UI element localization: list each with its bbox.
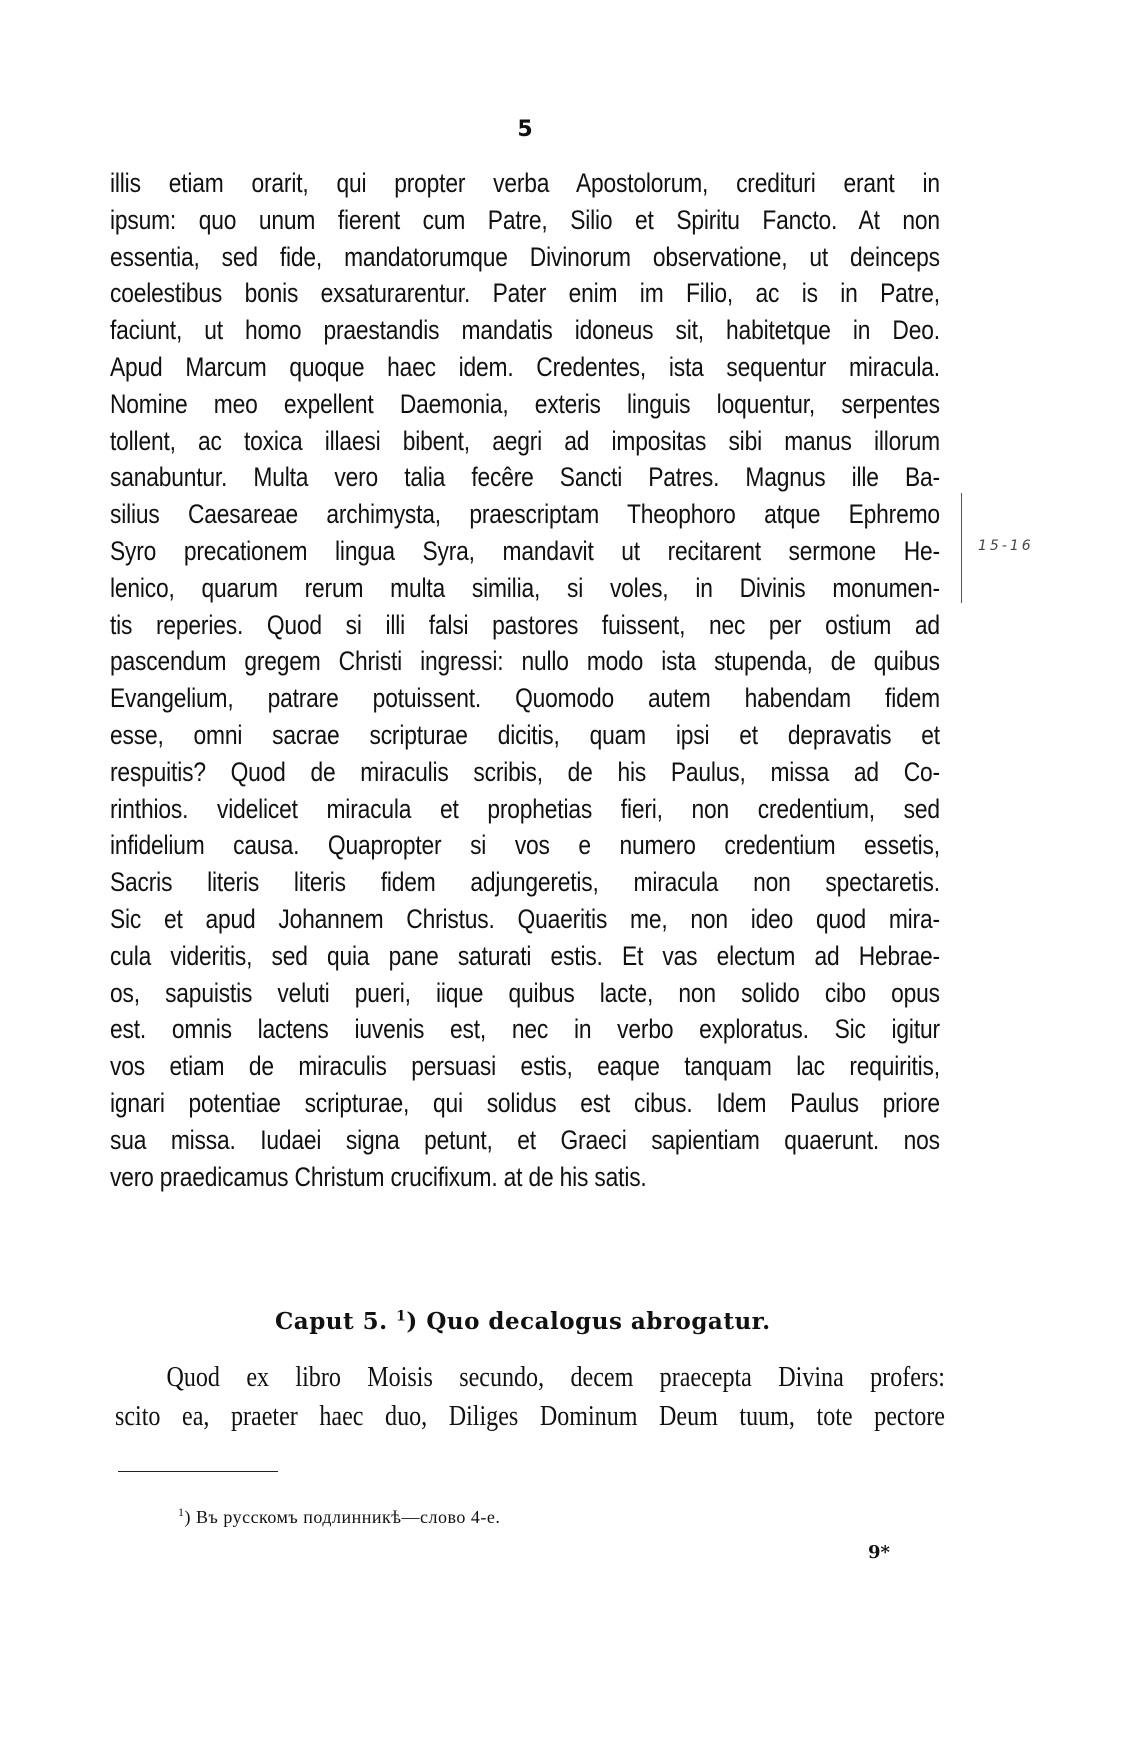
text-line: est. omnis lactens iuvenis est, nec in verbo exploratus. Sic igitur bbox=[110, 1014, 940, 1045]
footnote-marker: 1 bbox=[178, 1505, 185, 1519]
text-line: esse, omni sacrae scripturae dicitis, quam ipsi et depravatis et bbox=[110, 719, 940, 750]
main-text-block bbox=[110, 165, 940, 1195]
chapter-label: Caput 5. bbox=[275, 1308, 388, 1335]
text-line: sanabuntur. Multa vero talia fecêre Sancti Patres. Magnus ille Ba- bbox=[110, 462, 940, 493]
text-line: vero praedicamus Christum crucifixum. at de his satis. bbox=[110, 1161, 647, 1192]
chapter-heading bbox=[275, 1308, 771, 1335]
text-line: ignari potentiae scripturae, qui solidus est cibus. Idem Paulus priore bbox=[110, 1087, 940, 1118]
text-line: ipsum: quo unum fierent cum Patre, Silio et Spiritu Fancto. At non bbox=[110, 204, 940, 235]
text-line: faciunt, ut homo praestandis mandatis idoneus sit, habitetque in Deo. bbox=[110, 315, 940, 346]
page-number: 5 bbox=[517, 117, 533, 142]
footnote-divider bbox=[118, 1471, 278, 1472]
text-line: coelestibus bonis exsaturarentur. Pater enim im Filio, ac is in Patre, bbox=[110, 278, 940, 309]
text-line: cula videritis, sed quia pane saturati estis. Et vas electum ad Hebrae- bbox=[110, 940, 940, 971]
chapter-text-block bbox=[115, 1358, 946, 1436]
chapter-text-line: scito ea, praeter haec duo, Diliges Dominum Deum tuum, tote pectore bbox=[115, 1400, 945, 1432]
text-line: Sacris literis literis fidem adjungeretis, miracula non spectaretis. bbox=[110, 867, 940, 898]
text-line: lenico, quarum rerum multa similia, si voles, in Divinis monumen- bbox=[110, 572, 940, 603]
text-line: Syro precationem lingua Syra, mandavit ut recitarent sermone He- bbox=[110, 535, 940, 566]
text-line: essentia, sed fide, mandatorumque Divinorum observatione, ut deinceps bbox=[110, 241, 940, 272]
text-line: Evangelium, patrare potuissent. Quomodo autem habendam fidem bbox=[110, 683, 940, 714]
text-line: Nomine meo expellent Daemonia, exteris linguis loquentur, serpentes bbox=[110, 388, 940, 419]
footnote bbox=[178, 1505, 500, 1528]
text-line: tollent, ac toxica illaesi bibent, aegri ad impositas sibi manus illorum bbox=[110, 425, 940, 456]
chapter-footnote-ref: 1 bbox=[396, 1308, 407, 1325]
text-line: tis reperies. Quod si illi falsi pastores fuissent, nec per ostium ad bbox=[110, 609, 940, 640]
text-line: rinthios. videlicet miracula et prophetias fieri, non credentium, sed bbox=[110, 793, 940, 824]
footnote-text: Въ русскомъ подлинникѣ—слово 4-е. bbox=[196, 1507, 501, 1527]
text-line: os, sapuistis veluti pueri, iique quibus lacte, non solido cibo opus bbox=[110, 977, 940, 1008]
text-line: sua missa. Iudaei signa petunt, et Graeci sapientiam quaerunt. nos bbox=[110, 1124, 940, 1155]
text-line: respuitis? Quod de miraculis scribis, de his Paulus, missa ad Co- bbox=[110, 756, 940, 787]
text-line: silius Caesareae archimysta, praescriptam Theophoro atque Ephremo bbox=[110, 499, 940, 530]
text-line: infidelium causa. Quapropter si vos e numero credentium essetis, bbox=[110, 830, 940, 861]
text-line: pascendum gregem Christi ingressi: nullo modo ista stupenda, de quibus bbox=[110, 646, 940, 677]
margin-bracket bbox=[953, 493, 962, 603]
margin-note: 15-16 bbox=[978, 538, 1034, 554]
text-line: Apud Marcum quoque haec idem. Credentes, ista sequentur miracula. bbox=[110, 351, 940, 382]
chapter-text-line: Quod ex libro Moisis secundo, decem praecepta Divina profers: bbox=[166, 1361, 946, 1393]
text-line: Sic et apud Johannem Christus. Quaeritis me, non ideo quod mira- bbox=[110, 903, 940, 934]
footnote-paren: ) bbox=[184, 1507, 196, 1527]
signature-mark: 9* bbox=[868, 1542, 890, 1563]
chapter-footnote-paren: ) bbox=[406, 1308, 418, 1335]
text-line: vos etiam de miraculis persuasi estis, eaque tanquam lac requiritis, bbox=[110, 1051, 940, 1082]
text-line: illis etiam orarit, qui propter verba Apostolorum, credituri erant in bbox=[110, 168, 940, 198]
chapter-title: Quo decalogus abrogatur. bbox=[426, 1308, 771, 1335]
